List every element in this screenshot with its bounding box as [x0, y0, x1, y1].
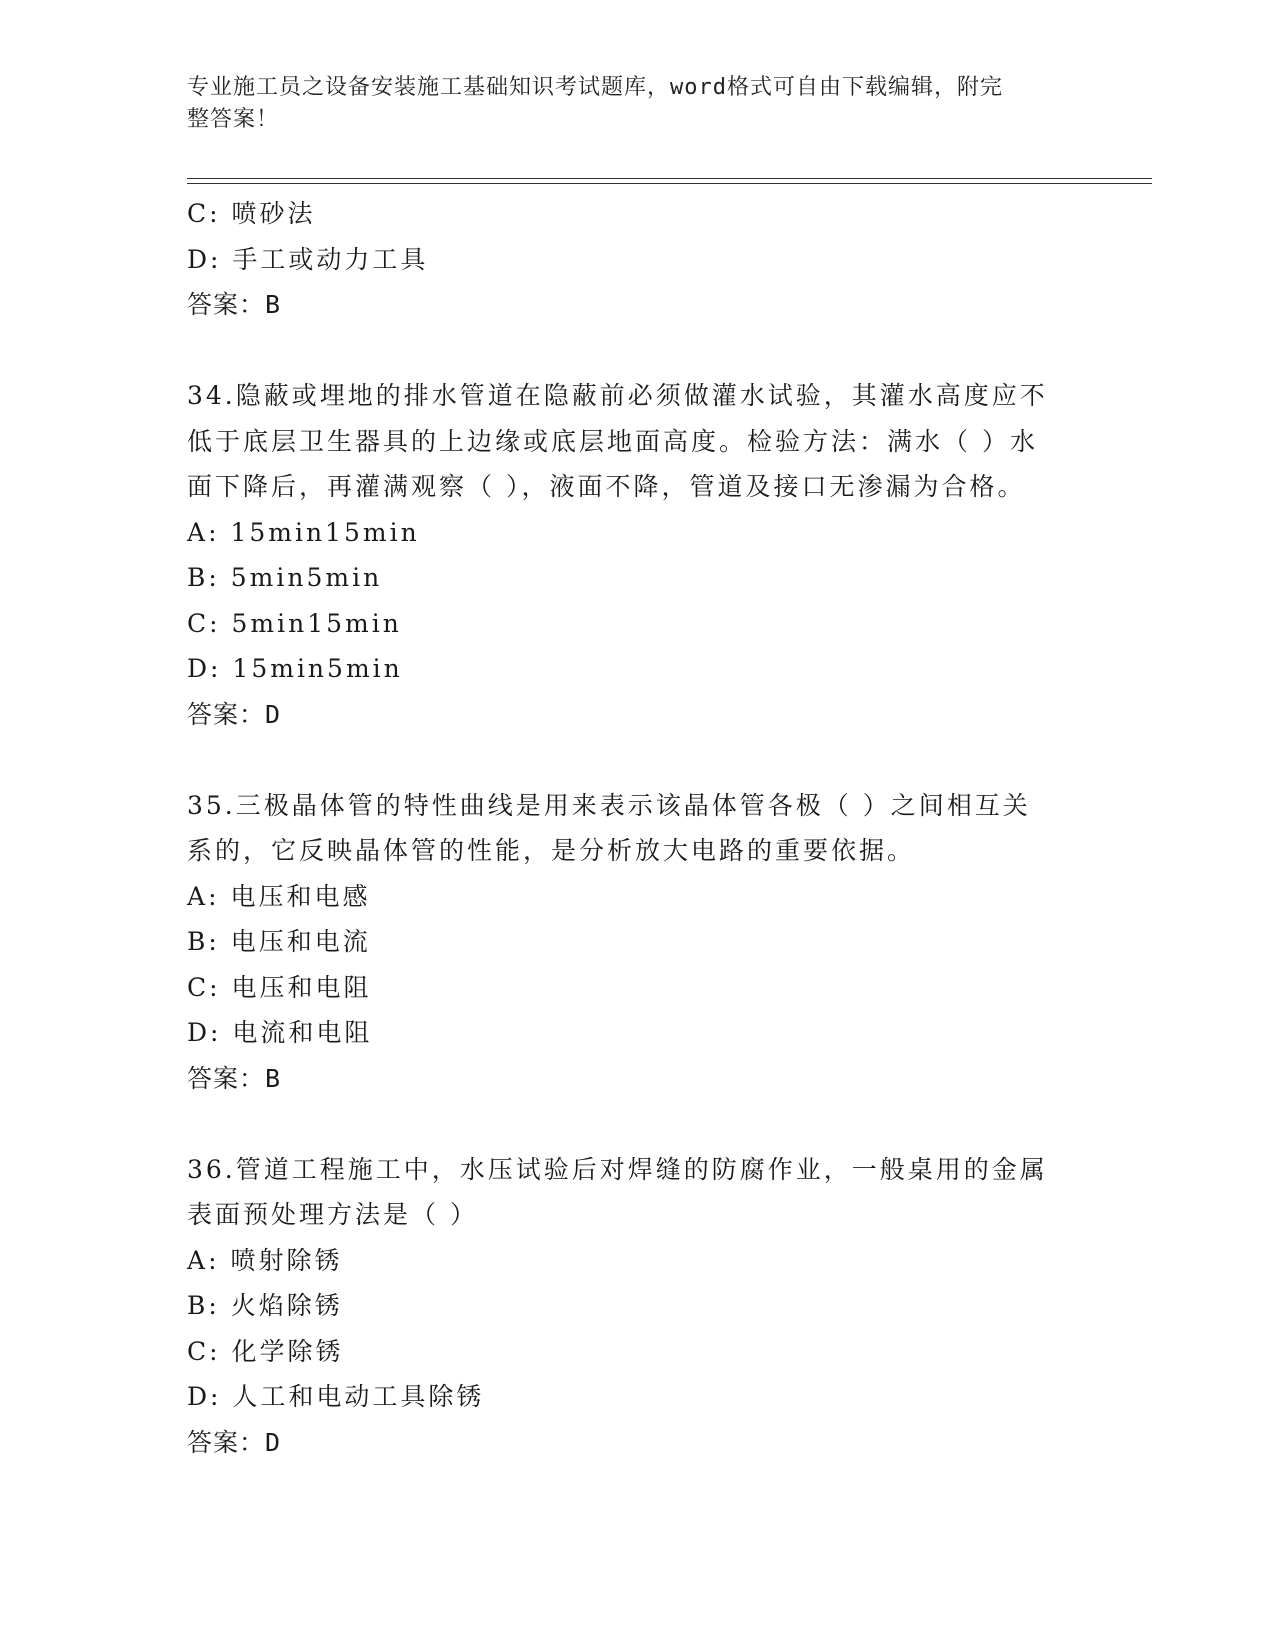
question-stem-line: 系的，它反映晶体管的性能，是分析放大电路的重要依据。	[187, 836, 916, 865]
question-stem-line: 表面预处理方法是（ ）	[187, 1200, 478, 1229]
option-label: C	[187, 972, 210, 1002]
option-d: D: 电流和电阻	[187, 1018, 373, 1047]
option-text: 15min15min	[230, 517, 420, 547]
option-label: D	[187, 654, 211, 683]
question-stem-line: 低于底层卫生器具的上边缘或底层地面高度。检验方法：满水（ ）水	[187, 426, 1038, 456]
stem-text: 三极晶体管的特性曲线是用来表示该晶体管各极（ ）之间相互关	[235, 790, 1031, 820]
option-label: B	[187, 927, 209, 956]
option-label: C	[187, 608, 210, 638]
question-stem-line: 面下降后，再灌满观察（ ），液面不降，管道及接口无渗漏为合格。	[187, 472, 1026, 501]
question-carryover	[187, 191, 1087, 328]
header-rule-bottom	[187, 183, 1152, 184]
option-text: 5min5min	[230, 563, 383, 592]
option-b: B: 电压和电流	[187, 927, 371, 956]
spacer	[187, 1101, 1087, 1147]
answer-value: B	[265, 1063, 282, 1093]
question-stem-line	[187, 373, 1087, 419]
option-label: C	[187, 1336, 210, 1366]
question-number: 36.	[187, 1154, 236, 1184]
option-label: D	[187, 244, 211, 274]
answer-value: D	[265, 1427, 282, 1457]
header-rule-top	[187, 178, 1152, 179]
option-text: 人工和电动工具除锈	[232, 1382, 485, 1411]
answer-label: 答案：	[187, 1427, 266, 1457]
answer-line	[187, 1056, 1087, 1102]
option-c: C: 电压和电阻	[187, 972, 372, 1002]
question-number: 34.	[187, 381, 236, 410]
option-text: 手工或动力工具	[232, 244, 429, 274]
option-label: D	[187, 1018, 211, 1047]
answer-value: B	[265, 290, 282, 319]
answer-label: 答案：	[187, 290, 266, 319]
spacer	[187, 737, 1087, 783]
header-title-line-1: 专业施工员之设备安装施工基础知识考试题库，word格式可自由下载编辑，附完	[187, 75, 1003, 100]
option-c: C: 化学除锈	[187, 1336, 344, 1366]
option-text: 火焰除锈	[230, 1291, 343, 1320]
question-stem-line	[187, 1147, 1087, 1193]
option-a: A: 电压和电感	[187, 881, 371, 911]
option-text: 喷射除锈	[230, 1245, 343, 1275]
spacer	[187, 328, 1087, 374]
option-text: 电压和电感	[230, 881, 371, 911]
option-text: 电压和电阻	[231, 972, 372, 1002]
stem-text: 隐蔽或埋地的排水管道在隐蔽前必须做灌水试验，其灌水高度应不	[235, 381, 1048, 410]
question-stem-line	[187, 783, 1087, 829]
option-text: 5min15min	[231, 608, 402, 638]
answer-line	[187, 1420, 1087, 1466]
question-34	[187, 373, 1087, 737]
option-d: D: 15min5min	[187, 654, 403, 683]
option-text: 喷砂法	[231, 199, 316, 228]
option-label: B	[187, 563, 209, 592]
option-c: C: 5min15min	[187, 608, 402, 638]
question-35	[187, 783, 1087, 1102]
question-36	[187, 1147, 1087, 1466]
option-a: A: 喷射除锈	[187, 1245, 343, 1275]
option-text: 化学除锈	[231, 1336, 344, 1366]
option-text: 电流和电阻	[232, 1018, 373, 1047]
document-body	[187, 191, 1087, 1465]
answer-value: D	[265, 699, 282, 729]
option-label: D	[187, 1382, 211, 1411]
option-label: A	[187, 1245, 209, 1275]
option-text: 15min5min	[232, 654, 403, 683]
answer-label: 答案：	[187, 1063, 266, 1093]
answer-line	[187, 692, 1087, 738]
option-a: A: 15min15min	[187, 517, 420, 547]
option-label: B	[187, 1291, 209, 1320]
option-d: D: 手工或动力工具	[187, 244, 429, 274]
answer-line	[187, 282, 1087, 328]
option-b: B: 火焰除锈	[187, 1291, 343, 1320]
option-b: B: 5min5min	[187, 563, 383, 592]
option-text: 电压和电流	[230, 927, 371, 956]
option-label: A	[187, 517, 209, 547]
page-header	[187, 72, 1087, 136]
option-label: C	[187, 199, 210, 228]
answer-label: 答案：	[187, 699, 266, 729]
stem-text: 管道工程施工中，水压试验后对焊缝的防腐作业，一般桌用的金属	[235, 1154, 1048, 1184]
header-title-line-2: 整答案！	[187, 107, 280, 132]
option-c: C: 喷砂法	[187, 199, 316, 228]
question-number: 35.	[187, 790, 236, 820]
option-label: A	[187, 881, 209, 911]
option-d: D: 人工和电动工具除锈	[187, 1382, 485, 1411]
